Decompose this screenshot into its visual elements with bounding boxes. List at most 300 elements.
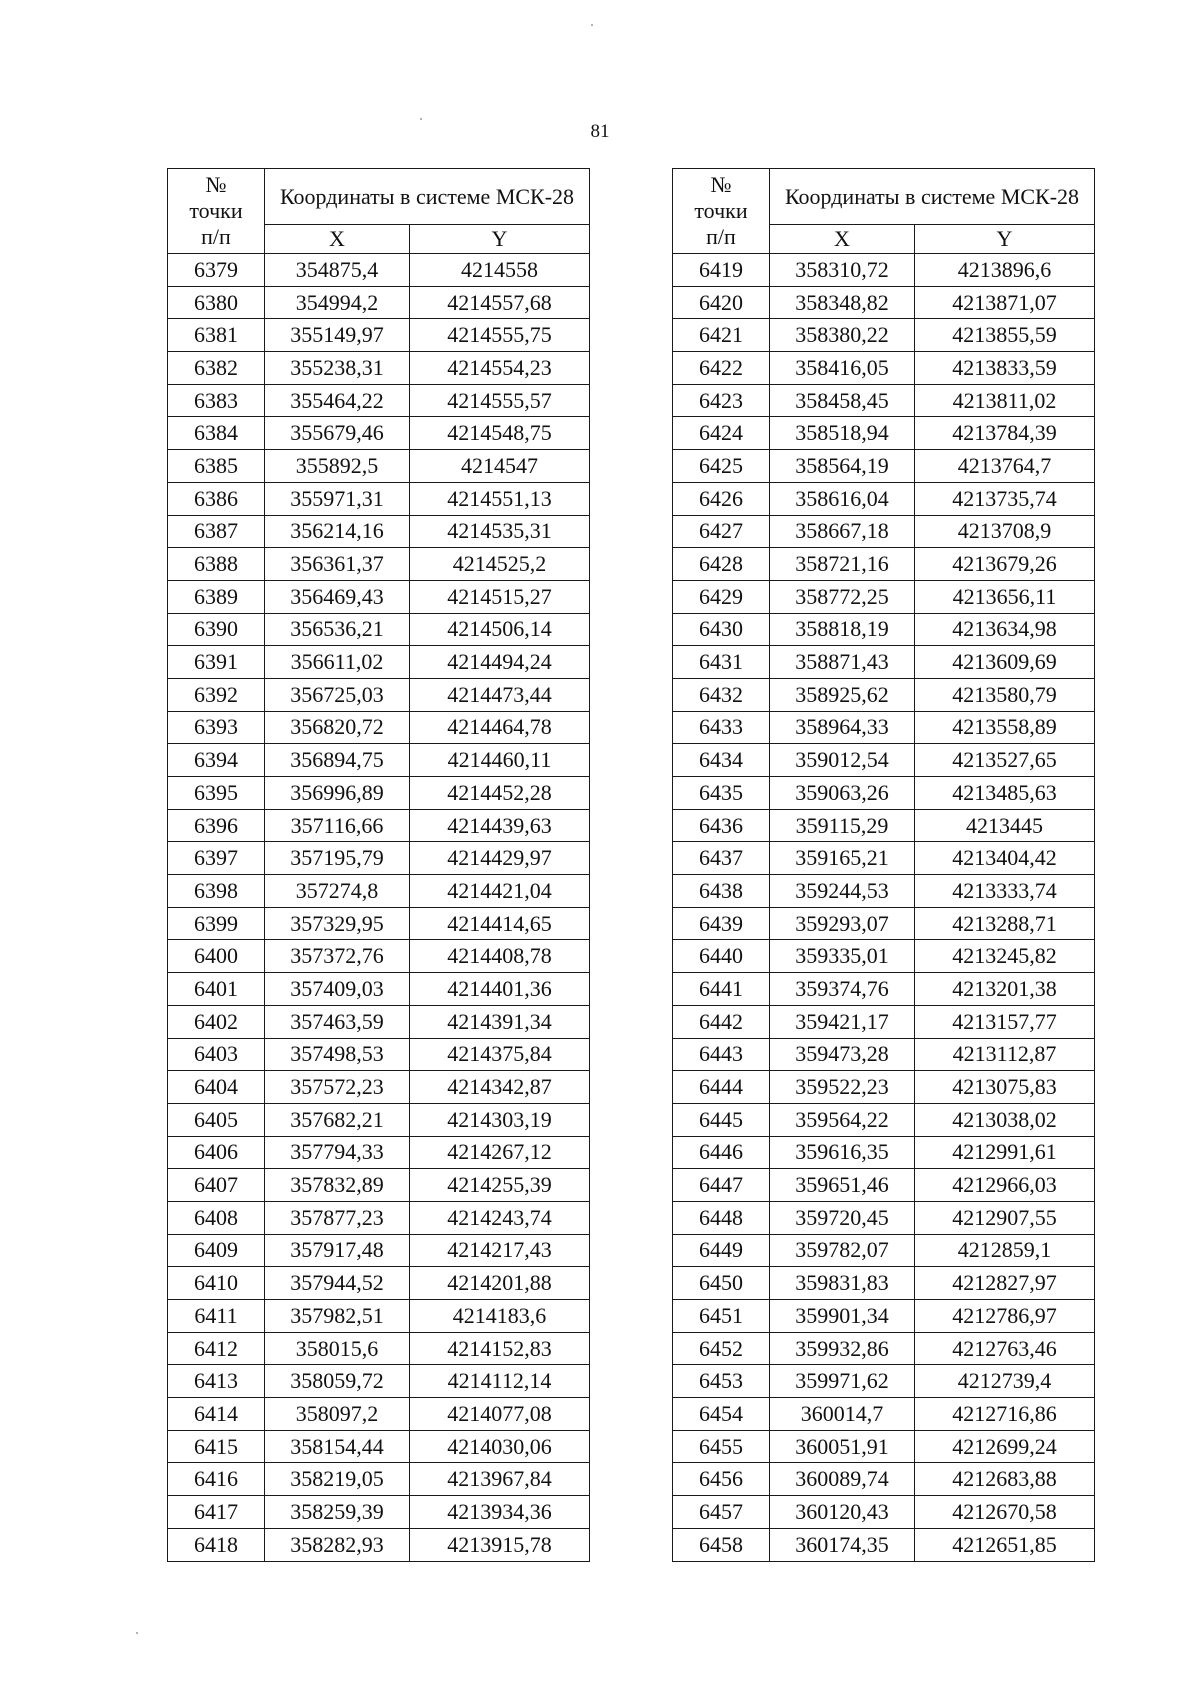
x-coordinate-cell: 359782,07: [770, 1234, 915, 1267]
table-row: [673, 973, 1095, 1006]
y-coordinate-cell: 4213735,74: [915, 482, 1095, 515]
point-number-cell: 6432: [673, 678, 770, 711]
x-coordinate-cell: 358282,93: [265, 1528, 410, 1561]
y-coordinate-cell: 4213038,02: [915, 1103, 1095, 1136]
x-coordinate-cell: 357372,76: [265, 940, 410, 973]
x-coordinate-cell: 358310,72: [770, 254, 915, 287]
x-coordinate-cell: 355464,22: [265, 384, 410, 417]
point-number-cell: 6403: [168, 1038, 265, 1071]
point-number-cell: 6451: [673, 1300, 770, 1333]
point-number-cell: 6381: [168, 319, 265, 352]
point-number-cell: 6409: [168, 1234, 265, 1267]
x-coordinate-cell: 359564,22: [770, 1103, 915, 1136]
point-number-cell: 6440: [673, 940, 770, 973]
x-coordinate-cell: 358380,22: [770, 319, 915, 352]
table-row: [168, 1103, 590, 1136]
x-coordinate-cell: 357463,59: [265, 1005, 410, 1038]
x-coordinate-cell: 357409,03: [265, 973, 410, 1006]
point-number-cell: 6402: [168, 1005, 265, 1038]
x-coordinate-cell: 358219,05: [265, 1463, 410, 1496]
coordinates-table-left: [167, 168, 590, 1562]
x-coordinate-cell: 358059,72: [265, 1365, 410, 1398]
point-number-cell: 6431: [673, 646, 770, 679]
point-number-cell: 6390: [168, 613, 265, 646]
table-row: [673, 711, 1095, 744]
point-number-cell: 6418: [168, 1528, 265, 1561]
point-number-cell: 6443: [673, 1038, 770, 1071]
point-number-cell: 6388: [168, 548, 265, 581]
y-coordinate-cell: 4213967,84: [410, 1463, 590, 1496]
point-number-cell: 6444: [673, 1071, 770, 1104]
x-coordinate-cell: 354994,2: [265, 286, 410, 319]
y-coordinate-cell: 4214473,44: [410, 678, 590, 711]
y-header: Y: [410, 225, 590, 254]
x-coordinate-cell: 359473,28: [770, 1038, 915, 1071]
table-row: [673, 646, 1095, 679]
x-coordinate-cell: 354875,4: [265, 254, 410, 287]
x-coordinate-cell: 359831,83: [770, 1267, 915, 1300]
x-coordinate-cell: 357794,33: [265, 1136, 410, 1169]
table-row: [673, 1234, 1095, 1267]
point-number-cell: 6455: [673, 1430, 770, 1463]
x-coordinate-cell: 358015,6: [265, 1332, 410, 1365]
x-coordinate-cell: 359651,46: [770, 1169, 915, 1202]
point-number-cell: 6391: [168, 646, 265, 679]
y-coordinate-cell: 4214267,12: [410, 1136, 590, 1169]
x-coordinate-cell: 356820,72: [265, 711, 410, 744]
y-coordinate-cell: 4213404,42: [915, 842, 1095, 875]
x-coordinate-cell: 357572,23: [265, 1071, 410, 1104]
point-number-cell: 6433: [673, 711, 770, 744]
x-coordinate-cell: 357329,95: [265, 907, 410, 940]
y-coordinate-cell: 4213527,65: [915, 744, 1095, 777]
y-coordinate-cell: 4214555,57: [410, 384, 590, 417]
y-coordinate-cell: 4214464,78: [410, 711, 590, 744]
x-coordinate-cell: 359901,34: [770, 1300, 915, 1333]
table-row: [168, 973, 590, 1006]
y-coordinate-cell: 4214547: [410, 450, 590, 483]
table-row: [168, 1267, 590, 1300]
table-row: [168, 319, 590, 352]
y-coordinate-cell: 4213288,71: [915, 907, 1095, 940]
point-number-cell: 6380: [168, 286, 265, 319]
x-coordinate-cell: 358616,04: [770, 482, 915, 515]
x-coordinate-cell: 357982,51: [265, 1300, 410, 1333]
y-coordinate-cell: 4214303,19: [410, 1103, 590, 1136]
table-row: [673, 450, 1095, 483]
y-coordinate-cell: 4214183,6: [410, 1300, 590, 1333]
y-coordinate-cell: 4214414,65: [410, 907, 590, 940]
y-coordinate-cell: 4212683,88: [915, 1463, 1095, 1496]
table-row: [168, 809, 590, 842]
point-number-cell: 6412: [168, 1332, 265, 1365]
coordinates-header: Координаты в системе МСК-28: [770, 169, 1095, 225]
point-number-cell: 6393: [168, 711, 265, 744]
y-coordinate-cell: 4213764,7: [915, 450, 1095, 483]
x-coordinate-cell: 358818,19: [770, 613, 915, 646]
point-number-cell: 6439: [673, 907, 770, 940]
table-row: [168, 1300, 590, 1333]
x-coordinate-cell: 357682,21: [265, 1103, 410, 1136]
table-row: [673, 1528, 1095, 1561]
point-number-cell: 6385: [168, 450, 265, 483]
point-number-cell: 6413: [168, 1365, 265, 1398]
y-coordinate-cell: 4214452,28: [410, 777, 590, 810]
table-row: [168, 580, 590, 613]
point-number-cell: 6427: [673, 515, 770, 548]
table-row: [673, 1267, 1095, 1300]
table-row: [673, 1071, 1095, 1104]
x-coordinate-cell: 357944,52: [265, 1267, 410, 1300]
table-row: [673, 515, 1095, 548]
point-number-cell: 6421: [673, 319, 770, 352]
table-row: [168, 1365, 590, 1398]
table-row: [168, 1234, 590, 1267]
x-coordinate-cell: 359115,29: [770, 809, 915, 842]
table-row: [168, 482, 590, 515]
point-number-cell: 6425: [673, 450, 770, 483]
y-coordinate-cell: 4213811,02: [915, 384, 1095, 417]
table-row: [673, 907, 1095, 940]
y-coordinate-cell: 4214401,36: [410, 973, 590, 1006]
point-number-cell: 6448: [673, 1201, 770, 1234]
table-row: [673, 875, 1095, 908]
y-coordinate-cell: 4214557,68: [410, 286, 590, 319]
table-row: [673, 482, 1095, 515]
x-coordinate-cell: 360089,74: [770, 1463, 915, 1496]
y-coordinate-cell: 4214112,14: [410, 1365, 590, 1398]
y-coordinate-cell: 4212670,58: [915, 1496, 1095, 1529]
x-coordinate-cell: 358964,33: [770, 711, 915, 744]
table-row: [673, 1005, 1095, 1038]
table-row: [673, 580, 1095, 613]
table-row: [168, 711, 590, 744]
x-coordinate-cell: 359616,35: [770, 1136, 915, 1169]
table-row: [673, 678, 1095, 711]
table-row: [673, 940, 1095, 973]
point-number-cell: 6456: [673, 1463, 770, 1496]
point-number-cell: 6392: [168, 678, 265, 711]
point-number-cell: 6441: [673, 973, 770, 1006]
x-coordinate-cell: 356361,37: [265, 548, 410, 581]
y-coordinate-cell: 4214077,08: [410, 1398, 590, 1431]
table-row: [673, 1300, 1095, 1333]
point-number-cell: 6442: [673, 1005, 770, 1038]
point-number-cell: 6414: [168, 1398, 265, 1431]
table-row: [168, 1398, 590, 1431]
y-coordinate-cell: 4214391,34: [410, 1005, 590, 1038]
scan-speck: [420, 118, 422, 120]
y-coordinate-cell: 4214375,84: [410, 1038, 590, 1071]
point-number-cell: 6397: [168, 842, 265, 875]
y-coordinate-cell: 4213833,59: [915, 352, 1095, 385]
y-coordinate-cell: 4212859,1: [915, 1234, 1095, 1267]
y-coordinate-cell: 4212763,46: [915, 1332, 1095, 1365]
y-coordinate-cell: 4213201,38: [915, 973, 1095, 1006]
y-coordinate-cell: 4213679,26: [915, 548, 1095, 581]
y-coordinate-cell: 4213784,39: [915, 417, 1095, 450]
point-number-cell: 6458: [673, 1528, 770, 1561]
table-row: [673, 1430, 1095, 1463]
table-row: [673, 1103, 1095, 1136]
table-row: [168, 254, 590, 287]
header-line: точки: [694, 198, 748, 223]
x-coordinate-cell: 357195,79: [265, 842, 410, 875]
point-number-cell: 6379: [168, 254, 265, 287]
y-coordinate-cell: 4212827,97: [915, 1267, 1095, 1300]
x-coordinate-cell: 356996,89: [265, 777, 410, 810]
table-row: [168, 286, 590, 319]
x-coordinate-cell: 355892,5: [265, 450, 410, 483]
table-row: [673, 254, 1095, 287]
y-coordinate-cell: 4212786,97: [915, 1300, 1095, 1333]
x-coordinate-cell: 357917,48: [265, 1234, 410, 1267]
header-line: п/п: [201, 224, 231, 249]
point-number-cell: 6395: [168, 777, 265, 810]
point-number-cell: 6406: [168, 1136, 265, 1169]
table-row: [168, 1071, 590, 1104]
table-row: [168, 1496, 590, 1529]
x-coordinate-cell: 360014,7: [770, 1398, 915, 1431]
point-number-cell: 6435: [673, 777, 770, 810]
y-coordinate-cell: 4214030,06: [410, 1430, 590, 1463]
header-line: №: [205, 172, 227, 197]
table-row: [673, 417, 1095, 450]
y-coordinate-cell: 4214152,83: [410, 1332, 590, 1365]
y-coordinate-cell: 4214243,74: [410, 1201, 590, 1234]
point-number-cell: 6422: [673, 352, 770, 385]
y-header: Y: [915, 225, 1095, 254]
y-coordinate-cell: 4213075,83: [915, 1071, 1095, 1104]
table-row: [673, 613, 1095, 646]
table-row: [673, 384, 1095, 417]
y-coordinate-cell: 4213112,87: [915, 1038, 1095, 1071]
y-coordinate-cell: 4213855,59: [915, 319, 1095, 352]
y-coordinate-cell: 4214551,13: [410, 482, 590, 515]
table-row: [673, 1201, 1095, 1234]
y-coordinate-cell: 4214506,14: [410, 613, 590, 646]
point-number-cell: 6383: [168, 384, 265, 417]
y-coordinate-cell: 4212716,86: [915, 1398, 1095, 1431]
point-number-cell: 6382: [168, 352, 265, 385]
x-coordinate-cell: 359293,07: [770, 907, 915, 940]
x-coordinate-cell: 357877,23: [265, 1201, 410, 1234]
point-number-cell: 6436: [673, 809, 770, 842]
table-row: [168, 1332, 590, 1365]
y-coordinate-cell: 4214494,24: [410, 646, 590, 679]
x-coordinate-cell: 358564,19: [770, 450, 915, 483]
x-coordinate-cell: 357832,89: [265, 1169, 410, 1202]
x-coordinate-cell: 359932,86: [770, 1332, 915, 1365]
x-header: X: [770, 225, 915, 254]
table-row: [673, 352, 1095, 385]
y-coordinate-cell: 4213445: [915, 809, 1095, 842]
x-coordinate-cell: 360174,35: [770, 1528, 915, 1561]
table-row: [168, 352, 590, 385]
table-row: [673, 777, 1095, 810]
table-row: [168, 678, 590, 711]
x-coordinate-cell: 359374,76: [770, 973, 915, 1006]
table-row: [168, 548, 590, 581]
point-number-cell: 6449: [673, 1234, 770, 1267]
x-coordinate-cell: 359244,53: [770, 875, 915, 908]
x-coordinate-cell: 355971,31: [265, 482, 410, 515]
y-coordinate-cell: 4214429,97: [410, 842, 590, 875]
point-number-cell: 6445: [673, 1103, 770, 1136]
x-coordinate-cell: 358348,82: [770, 286, 915, 319]
x-coordinate-cell: 359421,17: [770, 1005, 915, 1038]
y-coordinate-cell: 4214460,11: [410, 744, 590, 777]
point-number-cell: 6405: [168, 1103, 265, 1136]
coordinates-header: Координаты в системе МСК-28: [265, 169, 590, 225]
x-coordinate-cell: 356214,16: [265, 515, 410, 548]
point-number-cell: 6428: [673, 548, 770, 581]
y-coordinate-cell: 4212966,03: [915, 1169, 1095, 1202]
point-number-cell: 6423: [673, 384, 770, 417]
table-row: [168, 417, 590, 450]
x-coordinate-cell: 358667,18: [770, 515, 915, 548]
scan-speck: [591, 24, 593, 26]
point-number-cell: 6401: [168, 973, 265, 1006]
y-coordinate-cell: 4213934,36: [410, 1496, 590, 1529]
y-coordinate-cell: 4214342,87: [410, 1071, 590, 1104]
point-number-cell: 6389: [168, 580, 265, 613]
table-row: [673, 1398, 1095, 1431]
x-coordinate-cell: 360051,91: [770, 1430, 915, 1463]
table-row: [168, 384, 590, 417]
point-number-cell: 6454: [673, 1398, 770, 1431]
x-coordinate-cell: 358097,2: [265, 1398, 410, 1431]
point-number-cell: 6399: [168, 907, 265, 940]
table-row: [168, 1169, 590, 1202]
y-coordinate-cell: 4213157,77: [915, 1005, 1095, 1038]
x-coordinate-cell: 358871,43: [770, 646, 915, 679]
x-coordinate-cell: 355679,46: [265, 417, 410, 450]
point-number-cell: 6437: [673, 842, 770, 875]
point-number-cell: 6408: [168, 1201, 265, 1234]
table-row: [673, 1169, 1095, 1202]
y-coordinate-cell: 4214548,75: [410, 417, 590, 450]
point-number-header: [168, 169, 265, 254]
y-coordinate-cell: 4213580,79: [915, 678, 1095, 711]
table-row: [168, 940, 590, 973]
point-number-cell: 6419: [673, 254, 770, 287]
point-number-cell: 6384: [168, 417, 265, 450]
point-number-cell: 6457: [673, 1496, 770, 1529]
y-coordinate-cell: 4213708,9: [915, 515, 1095, 548]
point-number-cell: 6400: [168, 940, 265, 973]
table-row: [673, 744, 1095, 777]
point-number-cell: 6438: [673, 875, 770, 908]
point-number-cell: 6386: [168, 482, 265, 515]
point-number-cell: 6420: [673, 286, 770, 319]
table-row: [168, 744, 590, 777]
point-number-cell: 6424: [673, 417, 770, 450]
point-number-cell: 6450: [673, 1267, 770, 1300]
table-row: [168, 613, 590, 646]
point-number-cell: 6410: [168, 1267, 265, 1300]
point-number-header: [673, 169, 770, 254]
y-coordinate-cell: 4213558,89: [915, 711, 1095, 744]
point-number-cell: 6411: [168, 1300, 265, 1333]
x-coordinate-cell: 360120,43: [770, 1496, 915, 1529]
y-coordinate-cell: 4213485,63: [915, 777, 1095, 810]
x-coordinate-cell: 358416,05: [770, 352, 915, 385]
point-number-cell: 6387: [168, 515, 265, 548]
y-coordinate-cell: 4213634,98: [915, 613, 1095, 646]
y-coordinate-cell: 4212699,24: [915, 1430, 1095, 1463]
table-row: [673, 1136, 1095, 1169]
table-row: [168, 1038, 590, 1071]
table-row: [168, 875, 590, 908]
y-coordinate-cell: 4214558: [410, 254, 590, 287]
x-coordinate-cell: 358458,45: [770, 384, 915, 417]
y-coordinate-cell: 4213896,6: [915, 254, 1095, 287]
x-coordinate-cell: 357498,53: [265, 1038, 410, 1071]
point-number-cell: 6416: [168, 1463, 265, 1496]
page-number: 81: [590, 121, 610, 142]
x-coordinate-cell: 359971,62: [770, 1365, 915, 1398]
scan-speck: [136, 1632, 138, 1634]
table-row: [673, 319, 1095, 352]
y-coordinate-cell: 4214217,43: [410, 1234, 590, 1267]
x-coordinate-cell: 359012,54: [770, 744, 915, 777]
y-coordinate-cell: 4213333,74: [915, 875, 1095, 908]
x-coordinate-cell: 358721,16: [770, 548, 915, 581]
point-number-cell: 6452: [673, 1332, 770, 1365]
y-coordinate-cell: 4213915,78: [410, 1528, 590, 1561]
table-row: [168, 1528, 590, 1561]
x-coordinate-cell: 359165,21: [770, 842, 915, 875]
table-row: [168, 842, 590, 875]
y-coordinate-cell: 4214515,27: [410, 580, 590, 613]
point-number-cell: 6446: [673, 1136, 770, 1169]
x-header: X: [265, 225, 410, 254]
x-coordinate-cell: 359063,26: [770, 777, 915, 810]
y-coordinate-cell: 4213871,07: [915, 286, 1095, 319]
table-row: [673, 809, 1095, 842]
table-row: [168, 907, 590, 940]
point-number-cell: 6398: [168, 875, 265, 908]
x-coordinate-cell: 356725,03: [265, 678, 410, 711]
table-row: [673, 286, 1095, 319]
table-row: [168, 1201, 590, 1234]
y-coordinate-cell: 4214421,04: [410, 875, 590, 908]
y-coordinate-cell: 4214554,23: [410, 352, 590, 385]
table-row: [168, 1136, 590, 1169]
table-row: [673, 548, 1095, 581]
header-line: п/п: [706, 224, 736, 249]
point-number-cell: 6396: [168, 809, 265, 842]
table-body: [168, 254, 590, 1562]
x-coordinate-cell: 359335,01: [770, 940, 915, 973]
point-number-cell: 6447: [673, 1169, 770, 1202]
point-number-cell: 6429: [673, 580, 770, 613]
point-number-cell: 6404: [168, 1071, 265, 1104]
x-coordinate-cell: 356469,43: [265, 580, 410, 613]
y-coordinate-cell: 4212907,55: [915, 1201, 1095, 1234]
table-row: [673, 842, 1095, 875]
point-number-cell: 6415: [168, 1430, 265, 1463]
y-coordinate-cell: 4214555,75: [410, 319, 590, 352]
table-row: [168, 1430, 590, 1463]
x-coordinate-cell: 359522,23: [770, 1071, 915, 1104]
point-number-cell: 6426: [673, 482, 770, 515]
y-coordinate-cell: 4213656,11: [915, 580, 1095, 613]
table-row: [673, 1332, 1095, 1365]
y-coordinate-cell: 4213609,69: [915, 646, 1095, 679]
header-line: точки: [189, 198, 243, 223]
